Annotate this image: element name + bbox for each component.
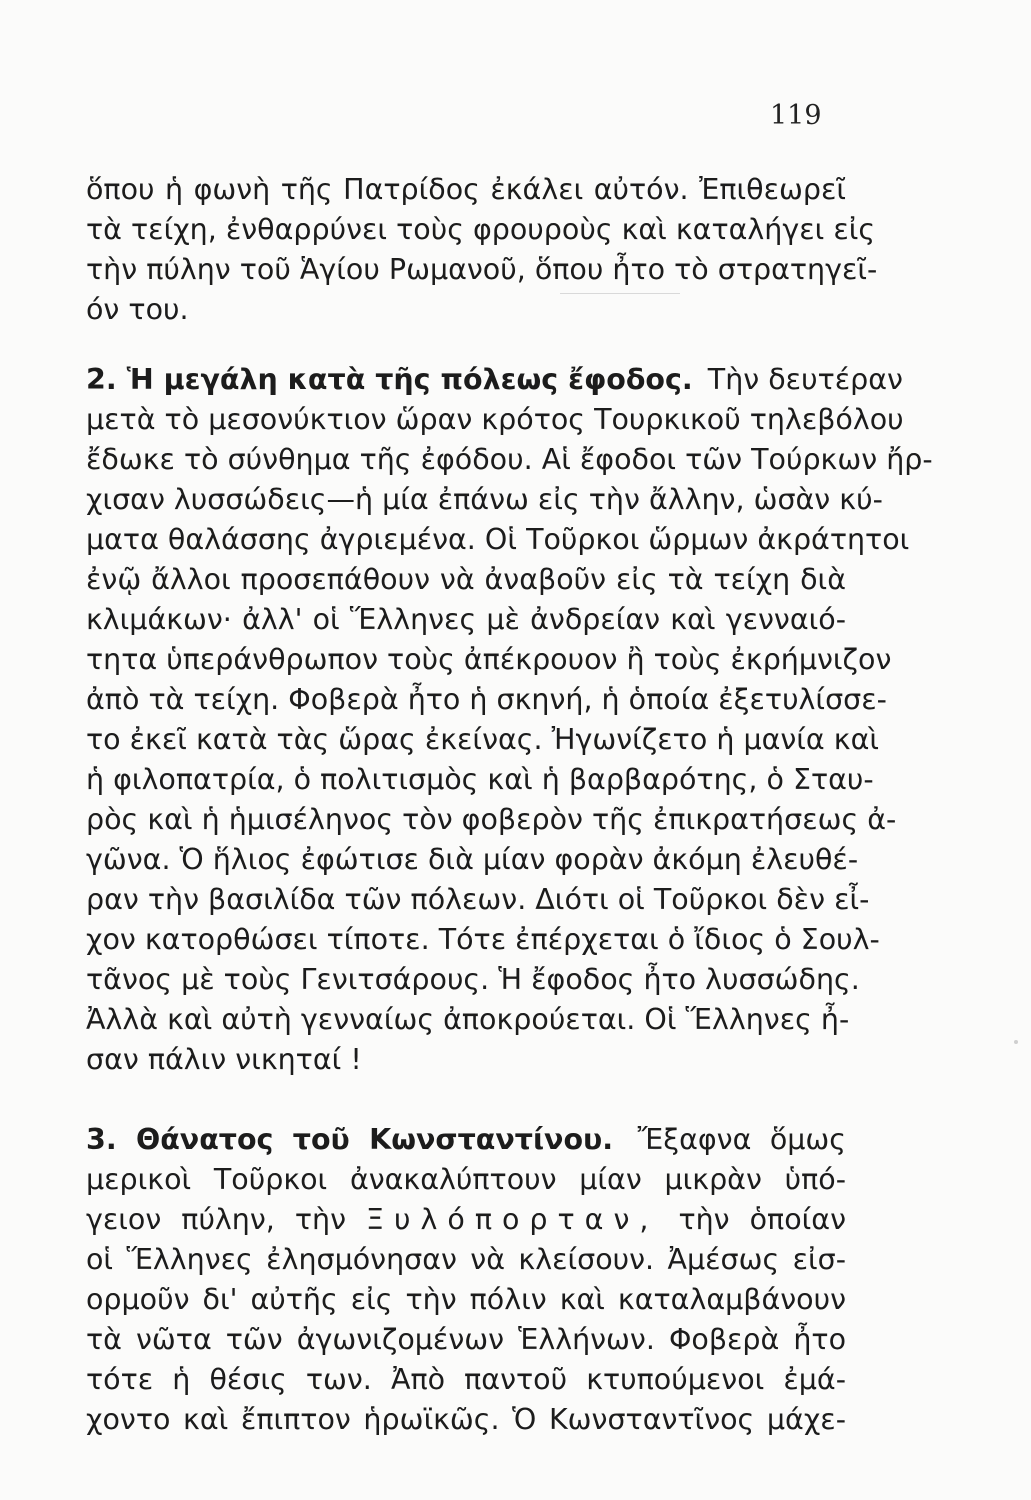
text-line: οἱ Ἕλληνες ἐλησμόνησαν νὰ κλείσουν. Ἀμέσως εἰσ- (86, 1243, 846, 1276)
text-line: τὴν πύλην τοῦ Ἁγίου Ρωμανοῦ, ὅπου ἦτο τὸ στρατηγεῖ- (86, 253, 878, 286)
page-number: 119 (770, 100, 822, 131)
text-line: ἡ φιλοπατρία, ὁ πολιτισμὸς καὶ ἡ βαρβαρότης, ὁ Σταυ- (86, 763, 874, 796)
text-line: τητα ὑπεράνθρωπον τοὺς ἀπέκρουον ἢ τοὺς ἐκρήμνιζον (86, 643, 892, 676)
text-fragment: τὴν ὁποίαν (678, 1203, 846, 1236)
scan-artifact (1014, 1040, 1018, 1044)
text-line: ἔδωκε τὸ σύνθημα τῆς ἐφόδου. Αἱ ἔφοδοι τῶν Τούρκων ἤρ- (86, 443, 933, 476)
text-line: τὰ τείχη, ἐνθαρρύνει τοὺς φρουροὺς καὶ καταλήγει εἰς (86, 213, 876, 246)
text-line: κλιμάκων· ἀλλ' οἱ Ἕλληνες μὲ ἀνδρείαν καὶ γενναιό- (86, 603, 846, 636)
text-line (86, 1202, 846, 1238)
text-line: ἐνῷ ἄλλοι προσεπάθουν νὰ ἀναβοῦν εἰς τὰ τείχη διὰ (86, 563, 846, 596)
section-2-heading: 2. Ἡ μεγάλη κατὰ τῆς πόλεως ἔφοδος. (86, 363, 693, 396)
text-line: μετὰ τὸ μεσονύκτιον ὥραν κρότος Τουρκικοῦ τηλεβόλου (86, 403, 904, 436)
section-3-heading: 3. Θάνατος τοῦ Κωνσταντίνου. (86, 1123, 614, 1156)
section-3-first-line (86, 1122, 846, 1158)
text-line: τότε ἡ θέσις των. Ἀπὸ παντοῦ κτυπούμενοι ἐμά- (86, 1363, 846, 1396)
text-line: γῶνα. Ὁ ἥλιος ἐφώτισε διὰ μίαν φορὰν ἀκόμη ἐλευθέ- (86, 843, 859, 876)
text-line: χον κατορθώσει τίποτε. Τότε ἐπέρχεται ὁ ἴδιος ὁ Σουλ- (86, 923, 880, 956)
text-fragment: γειον πύλην, τὴν (86, 1203, 346, 1236)
section-2-first-line (86, 362, 903, 398)
text-line: ματα θαλάσσης ἀγριεμένα. Οἱ Τοῦρκοι ὥρμων ἀκράτητοι (86, 523, 910, 556)
text-line: ἀπὸ τὰ τείχη. Φοβερὰ ἦτο ἡ σκηνή, ἡ ὁποία ἐξετυλίσσε- (86, 683, 887, 716)
scan-artifact (560, 293, 680, 294)
text-line: τὰ νῶτα τῶν ἀγωνιζομένων Ἑλλήνων. Φοβερὰ ἦτο (86, 1323, 846, 1356)
text-line: ὅπου ἡ φωνὴ τῆς Πατρίδος ἐκάλει αὐτόν. Ἐπιθεωρεῖ (86, 173, 846, 206)
text-line: σαν πάλιν νικηταί ! (86, 1043, 362, 1076)
text-fragment: Τὴν δευτέραν (707, 363, 903, 396)
text-line: χοντο καὶ ἔπιπτον ἡρωϊκῶς. Ὁ Κωνσταντῖνος μάχε- (86, 1403, 846, 1436)
text-line: ρὸς καὶ ἡ ἡμισέληνος τὸν φοβερὸν τῆς ἐπικρατήσεως ἀ- (86, 803, 897, 836)
text-line: το ἐκεῖ κατὰ τὰς ὥρας ἐκείνας. Ἠγωνίζετο ἡ μανία καὶ (86, 723, 880, 756)
text-line: όν του. (86, 293, 189, 326)
place-name-spaced: Ξυλόπορταν, (366, 1203, 659, 1236)
text-line: Ἀλλὰ καὶ αὐτὴ γενναίως ἀποκρούεται. Οἱ Ἕλληνες ἦ- (86, 1003, 850, 1036)
text-line: μερικοὶ Τοῦρκοι ἀνακαλύπτουν μίαν μικρὰν ὑπό- (86, 1163, 846, 1196)
text-line: χισαν λυσσώδεις—ἡ μία ἐπάνω εἰς τὴν ἄλλην, ὡσὰν κύ- (86, 483, 883, 516)
text-fragment: Ἔξαφνα ὅμως (637, 1123, 847, 1156)
text-line: τᾶνος μὲ τοὺς Γενιτσάρους. Ἡ ἔφοδος ἦτο λυσσώδης. (86, 963, 860, 996)
text-line: ραν τὴν βασιλίδα τῶν πόλεων. Διότι οἱ Τοῦρκοι δὲν εἶ- (86, 883, 870, 916)
text-line: ορμοῦν δι' αὐτῆς εἰς τὴν πόλιν καὶ καταλαμβάνουν (86, 1283, 846, 1316)
